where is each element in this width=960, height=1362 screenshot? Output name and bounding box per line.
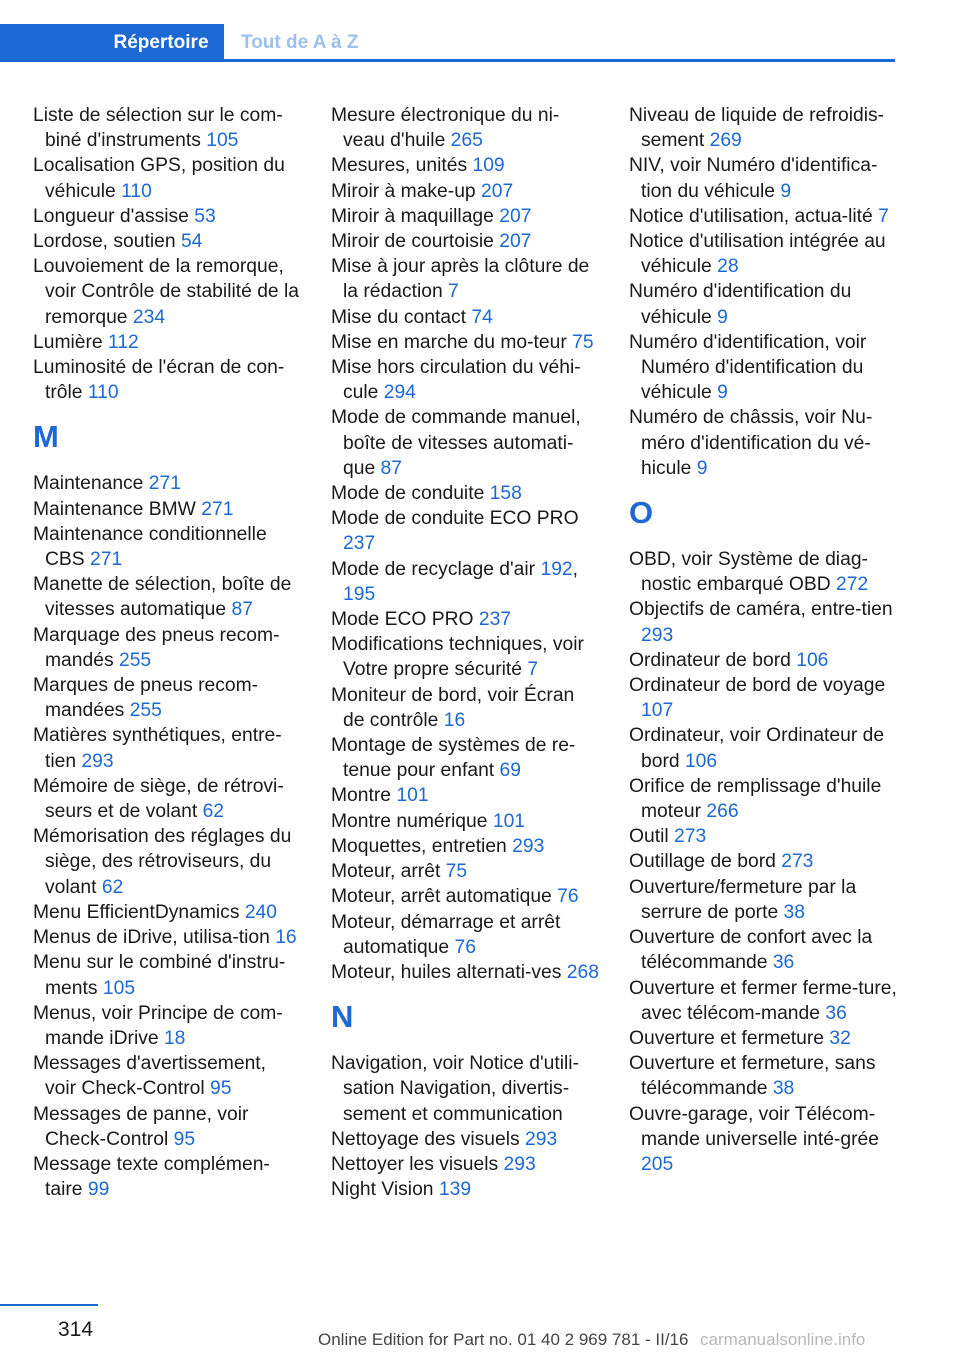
- page-link[interactable]: 99: [87, 1179, 110, 1201]
- index-entry-text: Mesures, unités: [331, 155, 468, 177]
- index-entry: [331, 229, 599, 254]
- index-entry: [331, 960, 599, 985]
- page-link[interactable]: 271: [90, 549, 123, 571]
- index-entry-text: Mise du contact: [331, 306, 467, 328]
- index-entry: [629, 648, 897, 673]
- index-entry-text: OBD, voir Système de diag‐nostic embarqué OBD: [629, 549, 868, 596]
- index-entry: [331, 1152, 599, 1177]
- index-entry-text: Mode de conduite ECO PRO: [331, 508, 579, 530]
- index-entry: [331, 481, 599, 506]
- index-entry: [33, 497, 301, 522]
- header-tabs: [0, 24, 895, 62]
- page-link[interactable]: 109: [472, 155, 505, 177]
- index-entry: [629, 153, 897, 203]
- index-entry-text: Ouvre-garage, voir Télécom‐mande universelle inté‐grée: [629, 1103, 879, 1150]
- index-entry-text: Messages d'avertissement, voir Check-Control: [33, 1053, 267, 1100]
- index-entry: [331, 632, 599, 682]
- index-entry-text: Modifications techniques, voir Votre propre sécurité: [331, 634, 584, 681]
- index-entry: [331, 1127, 599, 1152]
- index-entry-text: Liste de sélection sur le com‐biné d'instruments: [33, 105, 283, 152]
- page-link[interactable]: 234: [132, 306, 166, 328]
- index-entry: [33, 1102, 301, 1152]
- index-entry: [629, 547, 897, 597]
- page-link[interactable]: 269: [709, 130, 742, 152]
- index-entry: [331, 1177, 599, 1202]
- index-column-1: [33, 103, 301, 1202]
- index-entry: [331, 254, 599, 304]
- index-entry: [629, 279, 897, 329]
- index-entry: [331, 783, 599, 808]
- tab-repertoire[interactable]: Répertoire: [98, 24, 224, 62]
- index-entry: [629, 774, 897, 824]
- page-link[interactable]: 237: [343, 533, 376, 555]
- header-rule: [0, 59, 895, 62]
- index-entry-text: Matières synthétiques, entre‐tien: [33, 725, 282, 772]
- page-number: 314: [58, 1318, 94, 1341]
- index-entry-text: Miroir de courtoisie: [331, 231, 494, 253]
- index-entry: [33, 1152, 301, 1202]
- index-entry: [629, 723, 897, 773]
- page-link[interactable]: 192: [540, 558, 573, 580]
- index-entry-text: Manette de sélection, boîte de vitesses automatique: [33, 574, 292, 621]
- index-entry: [33, 950, 301, 1000]
- index-entry-text: Mode de commande manuel, boîte de vitesses automati‐que: [331, 407, 581, 479]
- index-entry-text: Ouverture et fermer ferme‐ture, avec télécom‐mande: [629, 977, 897, 1024]
- index-entry-text: Ordinateur de bord de voyage: [629, 675, 886, 697]
- index-entry-text: Montre numérique: [331, 810, 488, 832]
- index-entry: [331, 809, 599, 834]
- index-entry-text: Louvoiement de la remorque, voir Contrôle de stabilité de la remorque: [33, 256, 300, 328]
- index-entry: [629, 103, 897, 153]
- page-link[interactable]: 255: [118, 649, 152, 671]
- page-link[interactable]: 293: [512, 835, 545, 857]
- page-link[interactable]: 106: [684, 750, 718, 772]
- index-entry: [33, 1001, 301, 1051]
- page-link[interactable]: 205: [641, 1153, 674, 1175]
- page-link[interactable]: 195: [343, 583, 376, 605]
- index-entry-text: Niveau de liquide de refroidis‐sement: [629, 105, 885, 152]
- index-entry-text: Localisation GPS, position du véhicule: [33, 155, 285, 202]
- index-entry-text: Ordinateur de bord: [629, 649, 791, 671]
- index-entry-text: Outillage de bord: [629, 851, 776, 873]
- index-entry-text: Numéro de châssis, voir Nu‐méro d'identification du vé‐hicule: [629, 407, 873, 479]
- section-letter: O: [629, 495, 654, 531]
- index-entry-text: Mesure électronique du ni‐veau d'huile: [331, 105, 560, 152]
- index-entry: [33, 254, 301, 330]
- index-entry: [331, 330, 599, 355]
- index-column-2: [331, 103, 599, 1202]
- page-link[interactable]: 7: [527, 659, 539, 681]
- index-entry-text: Miroir à maquillage: [331, 205, 494, 227]
- index-entry: [33, 623, 301, 673]
- page-link[interactable]: 16: [275, 927, 297, 949]
- index-entry: [33, 153, 301, 203]
- index-entry: [33, 355, 301, 405]
- index-entry: [33, 925, 301, 950]
- page-link[interactable]: 9: [696, 457, 708, 479]
- page-link[interactable]: 271: [148, 473, 181, 495]
- index-entry-text: Moteur, arrêt automatique: [331, 886, 552, 908]
- index-entry: [33, 723, 301, 773]
- index-entry-text: Messages de panne, voir Check-Control: [33, 1103, 249, 1150]
- index-entry-text: Mise à jour après la clôture de la rédaction: [331, 256, 590, 303]
- page-link[interactable]: 69: [499, 760, 521, 782]
- page-link[interactable]: 28: [717, 256, 739, 278]
- index-entry-text: Moniteur de bord, voir Écran de contrôle: [331, 684, 575, 731]
- page-link[interactable]: 293: [81, 750, 114, 772]
- index-entry: [33, 471, 301, 496]
- page-link[interactable]: 76: [454, 936, 476, 958]
- index-entry: Mode de recyclage d'air 192, 195: [331, 558, 578, 605]
- index-entry-text: NIV, voir Numéro d'identifica‐tion du véhicule: [629, 155, 878, 202]
- index-entry-text: Ouverture et fermeture, sans télécommande: [629, 1053, 876, 1100]
- page-link[interactable]: 107: [641, 700, 674, 722]
- index-entry-text: Moteur, démarrage et arrêt automatique: [331, 911, 561, 958]
- page-link[interactable]: 273: [674, 826, 707, 848]
- index-entry-text: Mode ECO PRO: [331, 609, 474, 631]
- index-entry-text: Maintenance BMW: [33, 498, 196, 520]
- page-link[interactable]: 294: [383, 382, 416, 404]
- index-entry: [331, 153, 599, 178]
- index-entry-text: Navigation, voir Notice d'utili‐sation Navigation, divertis‐sement et communication: [331, 1053, 580, 1125]
- index-entry-text: Montage de systèmes de re‐tenue pour enfant: [331, 735, 576, 782]
- page-link[interactable]: 18: [163, 1027, 186, 1049]
- page-link[interactable]: 32: [829, 1027, 851, 1049]
- index-entry-text: Maintenance conditionnelle CBS: [33, 523, 267, 571]
- index-entry: [331, 607, 599, 632]
- page-link[interactable]: 110: [87, 382, 119, 404]
- index-entry-text: Menu sur le combiné d'instru‐ments: [33, 952, 286, 999]
- page-link[interactable]: 265: [450, 130, 483, 152]
- page-link[interactable]: 271: [201, 498, 234, 520]
- page-link[interactable]: 9: [780, 180, 792, 202]
- index-entry: [33, 572, 301, 622]
- index-entry: [629, 229, 897, 279]
- index-entry-text: Menus, voir Principe de com‐mande iDrive: [33, 1002, 283, 1049]
- page-link[interactable]: 101: [492, 810, 526, 832]
- page-link[interactable]: 75: [445, 861, 468, 883]
- page-link[interactable]: 87: [231, 599, 253, 621]
- index-entry: [629, 330, 897, 406]
- index-entry: [331, 859, 599, 884]
- index-entry-text: Mise hors circulation du véhi‐cule: [331, 357, 581, 404]
- index-entry: [629, 597, 897, 647]
- index-entry: [331, 355, 599, 405]
- index-entry-text: Menus de iDrive, utilisa‐tion: [33, 927, 270, 949]
- index-entry-text: Nettoyage des visuels: [331, 1128, 520, 1150]
- index-entry: [33, 229, 301, 254]
- index-entry: [331, 305, 599, 330]
- index-entry: [33, 103, 301, 153]
- index-entry-text: Notice d'utilisation intégrée au véhicule: [629, 231, 886, 278]
- page-link[interactable]: 76: [557, 886, 579, 908]
- index-column-3: [629, 103, 897, 1177]
- index-entry-text: Ordinateur, voir Ordinateur de bord: [629, 725, 885, 772]
- index-entry: [33, 900, 301, 925]
- index-entry: [33, 522, 301, 572]
- page-link[interactable]: 272: [836, 574, 869, 596]
- index-entry-text: Mémorisation des réglages du siège, des rétroviseurs, du volant: [33, 826, 292, 898]
- watermark: carmanualsonline.info: [700, 1330, 866, 1349]
- page-link[interactable]: 75: [572, 331, 594, 353]
- index-entry: [33, 774, 301, 824]
- page-link[interactable]: 54: [180, 231, 203, 253]
- page-link[interactable]: 293: [525, 1128, 558, 1150]
- index-entry-text: Lordose, soutien: [33, 231, 176, 253]
- index-entry: [331, 506, 599, 556]
- page-link[interactable]: 74: [471, 306, 493, 328]
- page-link[interactable]: 101: [396, 785, 429, 807]
- footer-rule: [0, 1304, 98, 1306]
- page-link[interactable]: 95: [173, 1128, 196, 1150]
- page-link[interactable]: 293: [503, 1153, 536, 1175]
- index-entry-text: Message texte complémen‐taire: [33, 1153, 270, 1201]
- page-link[interactable]: 112: [108, 331, 139, 353]
- index-entry-text: Miroir à make-up: [331, 180, 476, 202]
- index-entry: [629, 925, 897, 975]
- page-link[interactable]: 16: [443, 709, 466, 731]
- index-entry: [629, 849, 897, 874]
- index-entry: [33, 673, 301, 723]
- page-link[interactable]: 87: [380, 457, 402, 479]
- page-link[interactable]: 62: [202, 801, 225, 823]
- index-entry-text: Montre: [331, 785, 392, 807]
- index-entry-text: Orifice de remplissage d'huile moteur: [629, 775, 882, 823]
- page-link[interactable]: 7: [878, 205, 889, 227]
- index-entry-text: Longueur d'assise: [33, 205, 189, 227]
- page-link[interactable]: 53: [194, 205, 216, 227]
- page-link[interactable]: 106: [796, 649, 829, 671]
- page-link[interactable]: 240: [244, 901, 277, 923]
- index-entry-text: Ouverture et fermeture: [629, 1027, 825, 1049]
- index-entry: [629, 204, 897, 229]
- section-letter: N: [331, 999, 354, 1035]
- index-entry-text: Numéro d'identification du véhicule: [629, 281, 852, 328]
- index-entry-text: Moteur, arrêt: [331, 861, 441, 883]
- index-entry-text: Outil: [629, 826, 669, 848]
- index-entry: [629, 1051, 897, 1101]
- page-link[interactable]: 105: [102, 977, 136, 999]
- index-entry: [331, 683, 599, 733]
- page-link[interactable]: 293: [641, 624, 674, 646]
- index-entry: [33, 330, 301, 355]
- page-link[interactable]: 36: [825, 1002, 847, 1024]
- index-entry-text: Nettoyer les visuels: [331, 1153, 499, 1175]
- index-entry: [331, 910, 599, 960]
- index-entry: [33, 1051, 301, 1101]
- page-link[interactable]: 207: [481, 180, 514, 202]
- page-link[interactable]: 62: [101, 876, 124, 898]
- index-entry: [33, 824, 301, 900]
- index-entry-text: Mode de recyclage d'air: [331, 558, 536, 580]
- index-entry: [33, 204, 301, 229]
- index-entry-text: Ouverture de confort avec la télécommande: [629, 927, 873, 974]
- index-entry-text: Mise en marche du mo‐teur: [331, 331, 567, 353]
- page-link[interactable]: 268: [566, 961, 599, 983]
- index-entry: [331, 179, 599, 204]
- page-link[interactable]: 207: [499, 205, 532, 227]
- index-entry-text: Lumière: [33, 331, 103, 353]
- index-entry-text: Mode de conduite: [331, 483, 485, 505]
- page-link[interactable]: 9: [717, 382, 728, 404]
- index-entry-text: Moquettes, entretien: [331, 835, 507, 857]
- index-entry: [629, 875, 897, 925]
- index-entry: [331, 204, 599, 229]
- page-link[interactable]: 110: [121, 180, 152, 202]
- index-entry-text: Notice d'utilisation, actua‐lité: [629, 205, 873, 227]
- page-link[interactable]: 266: [706, 801, 739, 823]
- index-entry-text: Mémoire de siège, de rétrovi‐seurs et de volant: [33, 775, 284, 823]
- page-link[interactable]: 7: [448, 281, 459, 303]
- index-entry: [629, 976, 897, 1026]
- index-entry: [331, 834, 599, 859]
- tab-tout-de-a-a-z[interactable]: Tout de A à Z: [241, 32, 359, 53]
- index-entry-text: Moteur, huiles alternati‐ves: [331, 961, 562, 983]
- index-entry-text: Luminosité de l'écran de con‐trôle: [33, 357, 285, 404]
- page-link[interactable]: 9: [717, 306, 728, 328]
- index-entry-text: Menu EfficientDynamics: [33, 901, 240, 923]
- index-entry-text: Marques de pneus recom‐mandées: [33, 675, 259, 722]
- index-entry: [629, 824, 897, 849]
- page-link[interactable]: 38: [772, 1078, 795, 1100]
- page-link[interactable]: 255: [129, 700, 162, 722]
- page-link[interactable]: 237: [478, 609, 512, 631]
- index-entry-text: Numéro d'identification, voir Numéro d'identification du véhicule: [629, 331, 867, 404]
- page-link[interactable]: 158: [489, 483, 522, 505]
- index-entry-text: Marquage des pneus recom‐mandés: [33, 624, 280, 671]
- index-entry: [629, 673, 897, 723]
- page-link[interactable]: 38: [783, 901, 805, 923]
- index-entry: [331, 405, 599, 481]
- index-entry: [331, 1051, 599, 1127]
- index-entry: [331, 733, 599, 783]
- index-entry-text: Maintenance: [33, 473, 144, 495]
- page-link[interactable]: 273: [781, 851, 814, 873]
- index-entry: [331, 103, 599, 153]
- section-letter: M: [33, 419, 59, 455]
- page-link[interactable]: 207: [499, 231, 532, 253]
- index-entry: [629, 1026, 897, 1051]
- page-link[interactable]: 105: [206, 130, 239, 152]
- index-entry-text: Objectifs de caméra, entre‐tien: [629, 599, 893, 621]
- page-link[interactable]: 95: [210, 1078, 232, 1100]
- index-entry-text: Ouverture/fermeture par la serrure de porte: [629, 876, 857, 923]
- page-link[interactable]: 36: [772, 952, 795, 974]
- index-entry: [629, 405, 897, 481]
- index-entry: [629, 1102, 897, 1178]
- edition-note: Online Edition for Part no. 01 40 2 969 781 - II/16: [318, 1330, 689, 1349]
- page-link[interactable]: 139: [438, 1179, 472, 1201]
- index-entry: [331, 884, 599, 909]
- index-entry-text: Night Vision: [331, 1179, 434, 1201]
